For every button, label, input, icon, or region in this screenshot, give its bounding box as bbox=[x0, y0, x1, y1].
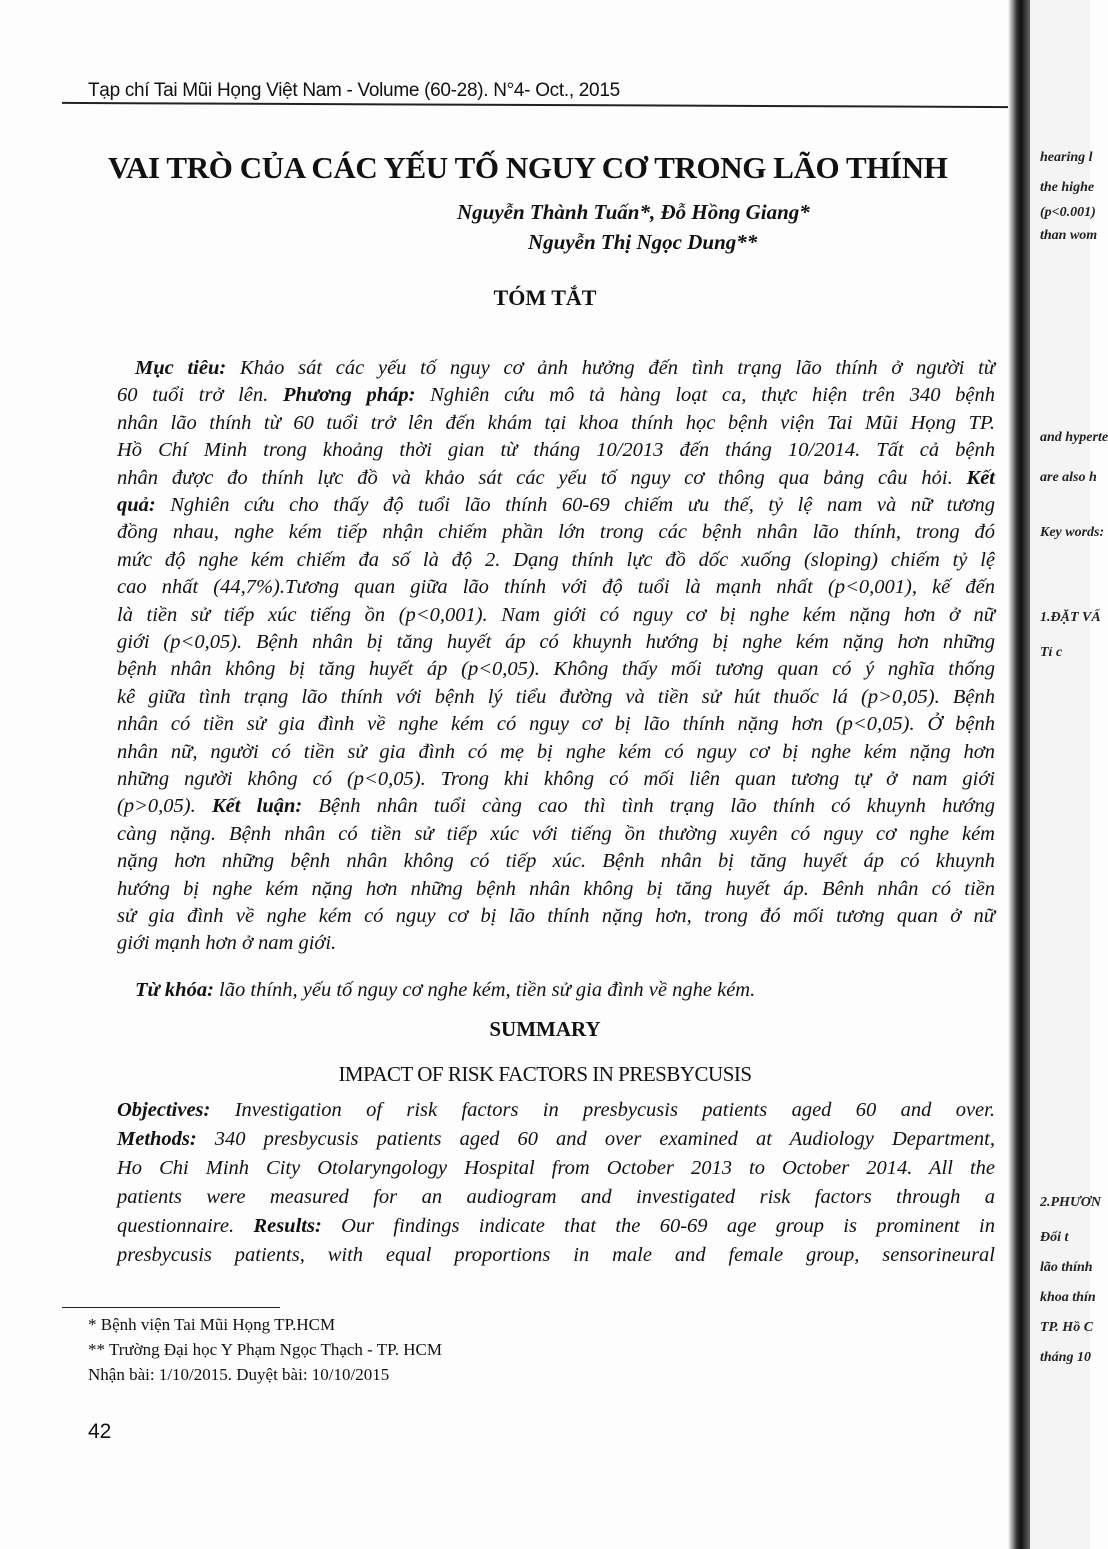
text-line bbox=[117, 521, 995, 544]
next-page-fragment: tháng 10 bbox=[1040, 1350, 1091, 1365]
next-page-fragment: and hyperte bbox=[1040, 430, 1108, 445]
next-page-fragment: the highe bbox=[1040, 180, 1095, 195]
text-segment: (p>0,05). bbox=[117, 795, 212, 818]
keywords-label: Từ khóa: bbox=[135, 979, 214, 1001]
footnote-rule bbox=[62, 1307, 280, 1308]
page-number: 42 bbox=[88, 1420, 112, 1443]
text-segment: Our findings indicate that the 60-69 age group is prominent in bbox=[321, 1215, 996, 1237]
text-segment: giới (p<0,05). Bệnh nhân bị tăng huyết áp có khuynh hướng bị nghe kém nặng hơn những bbox=[117, 631, 995, 653]
text-segment: bệnh nhân không bị tăng huyết áp (p<0,05). Không thấy mối tương quan có ý nghĩa thống bbox=[117, 658, 995, 681]
text-line bbox=[117, 467, 995, 490]
next-page-fragment: hearing l bbox=[1040, 150, 1093, 165]
text-segment: Hồ Chí Minh trong khoảng thời gian từ tháng 10/2013 đến tháng 10/2014. Tất cả bệnh bbox=[117, 439, 995, 462]
section-label: Kết bbox=[966, 466, 995, 489]
text-segment: questionnaire. bbox=[117, 1215, 254, 1237]
text-line bbox=[117, 1215, 995, 1238]
next-page-fragment: are also h bbox=[1040, 470, 1097, 485]
text-line bbox=[117, 686, 995, 709]
text-line bbox=[117, 549, 995, 572]
section-label: Kết luận: bbox=[211, 795, 303, 818]
section-label: Phương pháp: bbox=[282, 384, 416, 407]
text-segment: Nghiên cứu cho thấy độ tuổi lão thính 60-69 chiếm ưu thế, tỷ lệ nam và nữ tương bbox=[155, 494, 995, 516]
text-segment: Nghiên cứu mô tả hàng loạt ca, thực hiện trên 340 bệnh bbox=[415, 384, 995, 407]
text-segment: 340 presbycusis patients aged 60 and over examined at Audiology Department, bbox=[196, 1128, 995, 1150]
footnote-dates: Nhận bài: 1/10/2015. Duyệt bài: 10/10/2015 bbox=[88, 1365, 390, 1384]
text-line bbox=[117, 1186, 995, 1209]
text-segment: là tiền sử tiếp xúc tiếng ồn (p<0,001). Nam giới có nguy cơ bị nghe kém nặng hơn ở nữ bbox=[117, 603, 995, 626]
text-segment: 60 tuổi trở lên. bbox=[117, 384, 283, 407]
text-segment: Ho Chi Minh City Otolaryngology Hospital from October 2013 to October 2014. All the bbox=[117, 1157, 995, 1179]
text-line bbox=[117, 795, 995, 818]
running-header: Tạp chí Tai Mũi Họng Việt Nam - Volume (60-28). N°4- Oct., 2015 bbox=[88, 80, 620, 101]
footnote-affiliation-1: * Bệnh viện Tai Mũi Họng TP.HCM bbox=[88, 1315, 336, 1334]
text-segment: đồng nhau, nghe kém tiếp nhận chiếm phần lớn trong các bệnh nhân lão thính, trong đó bbox=[117, 521, 995, 544]
next-page-fragment: TP. Hồ C bbox=[1040, 1320, 1094, 1335]
text-segment: patients were measured for an audiogram and investigated risk factors through a bbox=[117, 1186, 995, 1208]
section-label: Mục tiêu: bbox=[135, 357, 227, 379]
keywords-text: lão thính, yếu tố nguy cơ nghe kém, tiền sử gia đình về nghe kém. bbox=[213, 979, 756, 1001]
text-line bbox=[117, 384, 995, 407]
text-segment: sử gia đình về nghe kém có nguy cơ bị lão thính nặng hơn, trong đó mối tương quan ở nữ bbox=[117, 905, 995, 927]
section-label: quả: bbox=[117, 494, 156, 516]
text-line bbox=[117, 713, 995, 736]
authors-line-1: Nguyễn Thành Tuấn*, Đỗ Hồng Giang* bbox=[457, 200, 810, 224]
summary-heading: SUMMARY bbox=[489, 1017, 601, 1041]
footnote-affiliation-2: ** Trường Đại học Y Phạm Ngọc Thạch - TP. HCM bbox=[88, 1340, 442, 1359]
text-segment: kê giữa tình trạng lão thính với bệnh lý tiểu đường và tiền sử hút thuốc lá (p>0,05). Bệnh bbox=[117, 685, 995, 708]
text-line bbox=[117, 741, 995, 764]
abstract-heading-vn: TÓM TẮT bbox=[493, 285, 597, 310]
text-line bbox=[117, 412, 995, 435]
text-segment: Bệnh nhân tuổi càng cao thì tình trạng lão thính có khuynh hướng bbox=[302, 795, 996, 818]
text-line bbox=[117, 576, 995, 599]
text-line bbox=[117, 1099, 995, 1122]
next-page-fragment: 1.ĐẶT VẤ bbox=[1040, 610, 1101, 625]
next-page-fragment: Key words: bbox=[1040, 525, 1105, 540]
next-page-fragment: lão thính bbox=[1040, 1260, 1093, 1275]
next-page-fragment: Đối t bbox=[1040, 1230, 1069, 1245]
section-label: Methods: bbox=[117, 1128, 197, 1150]
section-label: Objectives: bbox=[117, 1099, 211, 1121]
text-line bbox=[117, 604, 995, 627]
text-segment: càng nặng. Bệnh nhân có tiền sử tiếp xúc với tiếng ồn thường xuyên có nguy cơ nghe kém bbox=[117, 822, 995, 845]
binding-shadow bbox=[1008, 0, 1030, 1549]
text-line bbox=[117, 932, 995, 955]
text-segment: hướng bị nghe kém nặng hơn những bệnh nhân không bị tăng huyết áp. Bênh nhân có tiền bbox=[117, 877, 995, 900]
text-line bbox=[135, 357, 995, 380]
article-title: VAI TRÒ CỦA CÁC YẾU TỐ NGUY CƠ TRONG LÃO THÍNH bbox=[108, 150, 948, 185]
text-segment: Investigation of risk factors in presbycusis patients aged 60 and over. bbox=[210, 1099, 995, 1121]
text-line bbox=[117, 905, 995, 928]
text-segment: nhân lão thính từ 60 tuổi trở lên đến khám tại khoa thính học bệnh viện Tai Mũi Họng TP. bbox=[117, 411, 995, 434]
text-line bbox=[117, 658, 995, 681]
text-line bbox=[117, 439, 995, 462]
text-segment: nhân có tiền sử gia đình về nghe kém có nguy cơ bị lão thính nặng hơn (p<0,05). Ở bệnh bbox=[117, 713, 995, 736]
next-page-fragment: than wom bbox=[1040, 228, 1098, 243]
text-line bbox=[117, 878, 995, 901]
next-page-fragment: 2.PHƯƠN bbox=[1040, 1195, 1102, 1210]
text-segment: nhân nữ, người có tiền sử gia đình có mẹ bị nghe kém có nguy cơ bị nghe kém nặng hơn bbox=[117, 740, 995, 763]
authors-line-2: Nguyễn Thị Ngọc Dung** bbox=[528, 230, 758, 254]
section-label: Results: bbox=[253, 1215, 322, 1237]
next-page-fragment: khoa thín bbox=[1040, 1290, 1096, 1305]
text-segment: mức độ nghe kém chiếm đa số là độ 2. Dạng thính lực đồ dốc xuống (sloping) chiếm tỷ lệ bbox=[117, 548, 995, 571]
text-line bbox=[117, 768, 995, 791]
text-segment: giới mạnh hơn ở nam giới. bbox=[117, 932, 337, 955]
text-segment: những người không có (p<0,05). Trong khi không có mối liên quan tương tự ở nam giới bbox=[117, 768, 995, 790]
keywords bbox=[135, 979, 755, 1002]
text-line bbox=[117, 1157, 995, 1180]
summary-title: IMPACT OF RISK FACTORS IN PRESBYCUSIS bbox=[338, 1062, 752, 1086]
header-rule bbox=[62, 102, 1012, 108]
text-line bbox=[117, 1128, 995, 1151]
text-line bbox=[117, 823, 995, 846]
text-segment: Khảo sát các yếu tố nguy cơ ảnh hưởng đến tình trạng lão thính ở người từ bbox=[226, 357, 995, 379]
text-segment: presbycusis patients, with equal proportions in male and female group, sensorineural bbox=[117, 1244, 995, 1266]
text-line bbox=[117, 1244, 995, 1267]
text-segment: nặng hơn những bệnh nhân không có tiếp xúc. Bệnh nhân bị tăng huyết áp có khuynh bbox=[117, 850, 995, 873]
text-segment: cao nhất (44,7%).Tương quan giữa lão thính với độ tuổi là mạnh nhất (p<0,001), kế đến bbox=[117, 576, 995, 599]
next-page-fragment: Tỉ c bbox=[1040, 645, 1063, 660]
text-line bbox=[117, 494, 995, 517]
text-line bbox=[117, 631, 995, 654]
next-page-fragment: (p<0.001) bbox=[1040, 205, 1096, 220]
text-line bbox=[117, 850, 995, 873]
text-segment: nhân được đo thính lực đồ và khảo sát các yếu tố nguy cơ thông qua bảng câu hỏi. bbox=[117, 466, 967, 489]
